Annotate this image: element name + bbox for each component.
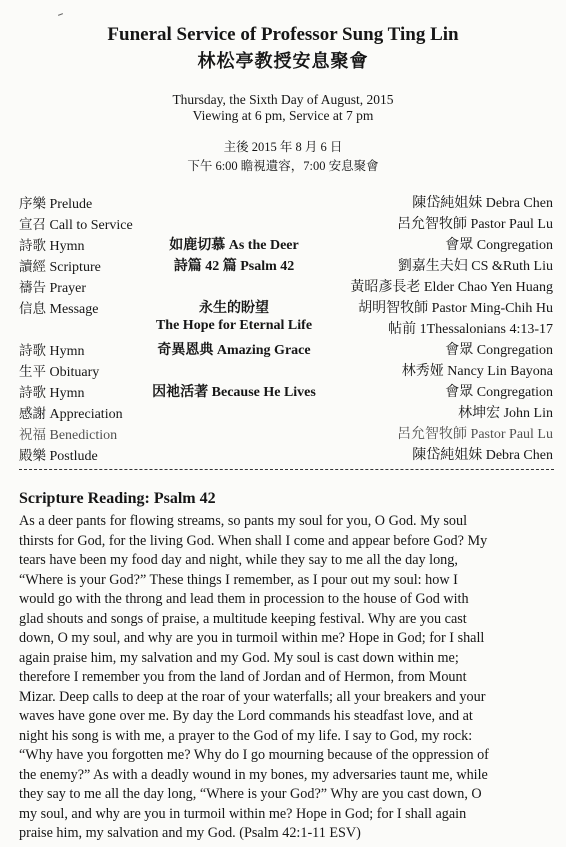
item-leader: 陳岱純姐妹 Debra Chen bbox=[412, 196, 553, 211]
item-label: 詩歌 Hymn bbox=[19, 343, 85, 359]
scripture-line: glad shouts and songs of praise, a multitude keeping festival. Why are you cast bbox=[19, 610, 467, 627]
scripture-line: tears have been my food day and night, while they say to me all the day long, bbox=[19, 552, 458, 568]
item-label: 感謝 Appreciation bbox=[19, 406, 123, 422]
scripture-line: my soul, and why are you in turmoil within me? Hope in God; for I shall again bbox=[19, 805, 467, 822]
item-leader: 黃昭彥長老 Elder Chao Yen Huang bbox=[350, 280, 553, 295]
item-leader: 陳岱純姐妹 Debra Chen bbox=[412, 448, 553, 463]
service-date-english: Thursday, the Sixth Day of August, 2015 bbox=[172, 92, 394, 107]
program-row bbox=[0, 318, 566, 339]
item-leader: 呂允智牧師 Pastor Paul Lu bbox=[397, 217, 553, 232]
item-leader: 林秀娅 Nancy Lin Bayona bbox=[401, 364, 553, 379]
scripture-line: As a deer pants for flowing streams, so pants my soul for you, O God. My soul bbox=[19, 513, 468, 529]
item-label: 詩歌 Hymn bbox=[19, 385, 85, 401]
item-label: 詩歌 Hymn bbox=[19, 238, 85, 254]
item-title: 詩篇 42 篇 Psalm 42 bbox=[173, 259, 295, 274]
service-date-chinese: 主後 2015 年 8 月 6 日 bbox=[223, 140, 343, 154]
item-label: 宣召 Call to Service bbox=[19, 217, 133, 233]
item-leader: 會眾 Congregation bbox=[445, 343, 553, 358]
scripture-line: night his song is with me, a prayer to the God of my life. I say to God, my rock: bbox=[19, 727, 473, 744]
scripture-line: thirsts for God, for the living God. When shall I come and appear before God? My bbox=[19, 532, 488, 549]
service-time-english: Viewing at 6 pm, Service at 7 pm bbox=[192, 108, 374, 123]
scripture-heading: Scripture Reading: Psalm 42 bbox=[19, 490, 216, 507]
scripture-line: would go with the throng and lead them in procession to the house of God with bbox=[19, 591, 469, 607]
item-leader: 會眾 Congregation bbox=[445, 238, 553, 253]
scripture-line: praise him, my salvation and my God. (Psalm 42:1-11 ESV) bbox=[19, 825, 361, 841]
scripture-text bbox=[19, 513, 559, 845]
scripture-line: “Why have you forgotten me? Why do I go mourning because of the oppression of bbox=[19, 747, 489, 763]
item-leader: 胡明智牧師 Pastor Ming-Chih Hu bbox=[358, 301, 553, 316]
program-row bbox=[0, 381, 566, 402]
item-leader: 呂允智牧師 Pastor Paul Lu bbox=[397, 427, 553, 442]
program-row bbox=[0, 192, 566, 213]
scripture-line: the enemy?” As with a deadly wound in my bones, my adversaries taunt me, while bbox=[19, 766, 488, 783]
program-row bbox=[0, 276, 566, 297]
service-title-chinese: 林松亭教授安息聚會 bbox=[197, 51, 369, 71]
item-label: 殿樂 Postlude bbox=[19, 448, 98, 464]
item-label: 祝福 Benediction bbox=[19, 427, 118, 443]
scripture-line: they say to me all the day long, “Where is your God?” Why are you cast down, O bbox=[19, 786, 482, 802]
scripture-line: therefore I remember you from the land of Jordan and of Hermon, from Mount bbox=[19, 669, 467, 685]
dashed-divider bbox=[19, 469, 554, 470]
item-label: 禱告 Prayer bbox=[19, 280, 87, 296]
scripture-line: waves have gone over me. By day the Lord commands his steadfast love, and at bbox=[19, 708, 473, 724]
program-row bbox=[0, 234, 566, 255]
item-leader: 劉嘉生夫妇 CS &Ruth Liu bbox=[397, 259, 553, 274]
program-row bbox=[0, 213, 566, 234]
scripture-line: down, O my soul, and why are you in turmoil within me? Hope in God; for I shall bbox=[19, 630, 485, 646]
item-title: The Hope for Eternal Life bbox=[155, 318, 313, 333]
scripture-line: again praise him, my salvation and my God. My soul is cast down within me; bbox=[19, 649, 459, 666]
item-leader: 會眾 Congregation bbox=[445, 385, 553, 400]
item-title: 永生的盼望 bbox=[199, 301, 269, 316]
program-row bbox=[0, 360, 566, 381]
program-row bbox=[0, 255, 566, 276]
pen-mark bbox=[58, 13, 63, 16]
item-label: 生平 Obituary bbox=[19, 364, 100, 380]
program-row bbox=[0, 339, 566, 360]
program-row bbox=[0, 423, 566, 444]
scripture-line: “Where is your God?” These things I remember, as I pour out my soul: how I bbox=[19, 571, 458, 588]
program-row bbox=[0, 444, 566, 465]
item-title: 如鹿切慕 As the Deer bbox=[169, 238, 299, 253]
item-label: 信息 Message bbox=[19, 301, 99, 317]
item-leader: 帖前 1Thessalonians 4:13-17 bbox=[388, 322, 553, 337]
item-label: 序樂 Prelude bbox=[19, 196, 93, 212]
item-label: 讀經 Scripture bbox=[19, 259, 101, 275]
item-title: 奇異恩典 Amazing Grace bbox=[157, 343, 311, 358]
service-time-chinese: 下午 6:00 瞻視遺容，7:00 安息聚會 bbox=[187, 159, 379, 173]
item-leader: 林坤宏 John Lin bbox=[458, 406, 553, 421]
item-title: 因祂活著 Because He Lives bbox=[152, 385, 316, 400]
service-title-english: Funeral Service of Professor Sung Ting Lin bbox=[107, 24, 459, 45]
scripture-line: Mizar. Deep calls to deep at the roar of your waterfalls; all your breakers and your bbox=[19, 688, 486, 705]
program-row bbox=[0, 402, 566, 423]
program-row bbox=[0, 297, 566, 318]
